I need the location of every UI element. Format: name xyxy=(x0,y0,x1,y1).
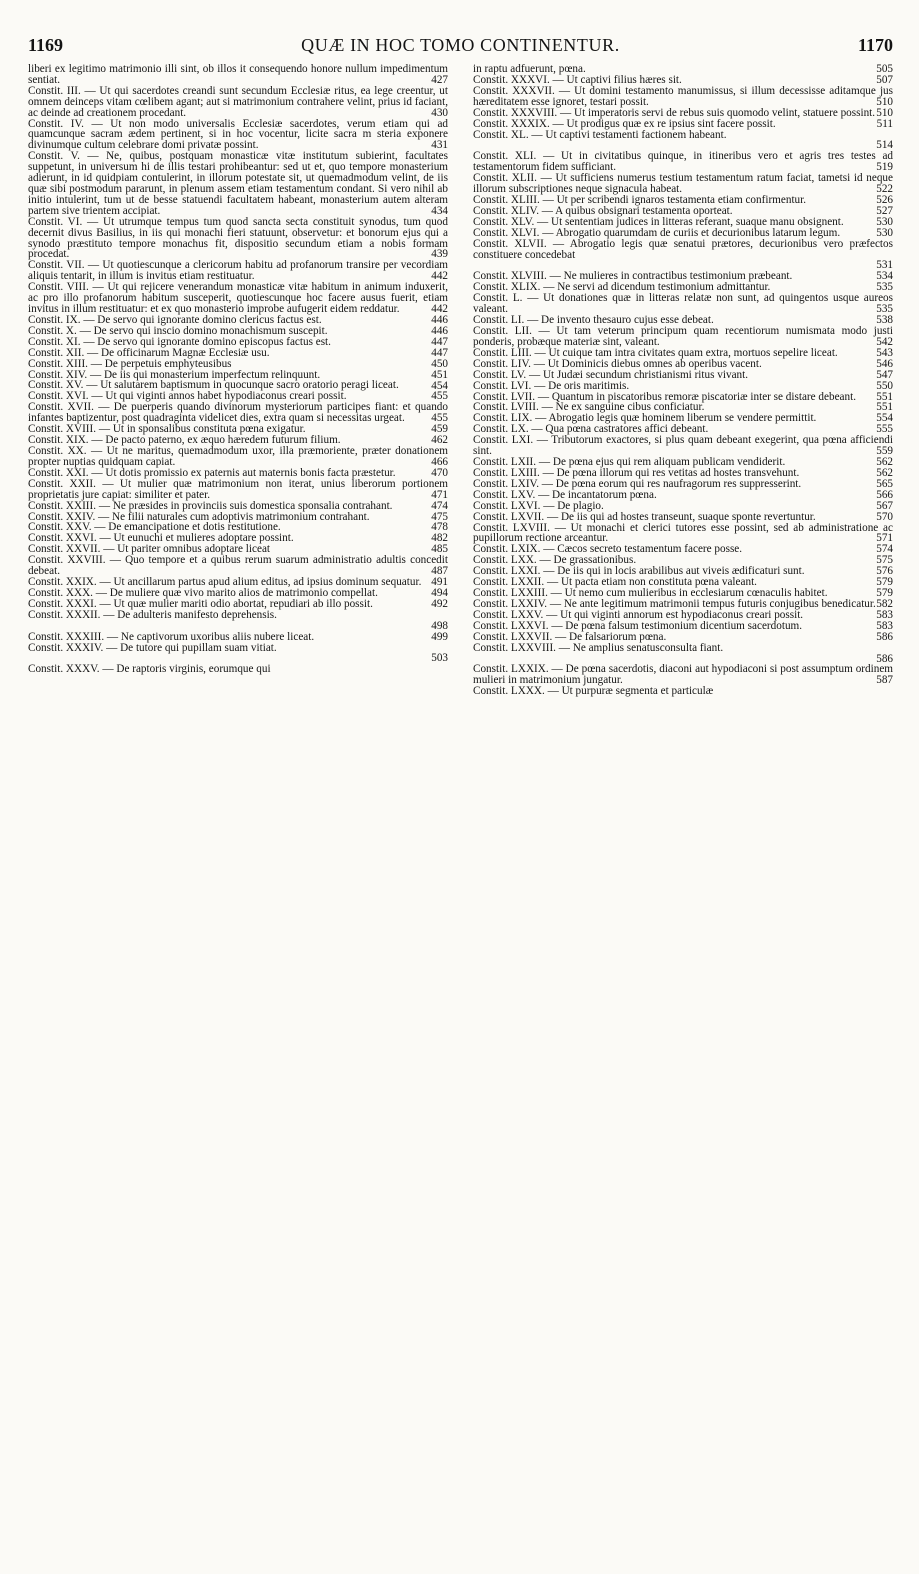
entry-text: Constit. LXIX. — Cæcos secreto testamentum facere posse. xyxy=(473,543,743,556)
entry-text: Constit. XIX. — De pacto paterno, ex æquo hæredem futurum filium. xyxy=(28,434,341,447)
entry-text: Constit. XXXI. — Ut quæ mulier mariti odio abortat, repudiari ab illo possit. xyxy=(28,597,373,610)
entry-page-number: 503 xyxy=(431,652,448,665)
toc-entry xyxy=(28,282,448,315)
entry-page-number: 547 xyxy=(876,368,893,381)
entry-page-number: 430 xyxy=(431,106,448,119)
entry-page-number: 510 xyxy=(876,106,893,119)
toc-entry xyxy=(473,501,893,512)
entry-text: Constit. XXXVI. — Ut captivi filius hæres sit. xyxy=(473,73,682,86)
left-column xyxy=(28,64,448,697)
entry-text: Constit. LXXVI. — De pœna falsum testimonium dicentium sacerdotum. xyxy=(473,619,803,632)
entry-page-number: 522 xyxy=(876,183,893,196)
toc-entry xyxy=(473,108,893,119)
toc-entry xyxy=(473,686,893,697)
entry-text: Constit. LVIII. — Ne ex sanguine cibus conficiatur. xyxy=(473,401,705,414)
entry-page-number: 478 xyxy=(431,521,448,534)
entry-text: Constit. XXXIII. — Ne captivorum uxoribus aliis nubere liceat. xyxy=(28,630,315,643)
toc-entry xyxy=(473,239,893,272)
entry-page-number: 526 xyxy=(876,194,893,206)
entry-text: Constit. LXIII. — De pœna illorum qui res vetitas ad hostes transvehunt. xyxy=(473,466,800,479)
entry-text: Constit. XIV. — De iis qui monasterium imperfectum relinquunt. xyxy=(28,368,321,381)
entry-text: Constit. VII. — Ut quotiescunque a clericorum habitu ad profanorum transire per vecordiam aliquis tentarit, in illum is invitus etiam restituatur. xyxy=(28,259,448,283)
entry-page-number: 454 xyxy=(431,379,448,392)
toc-entry xyxy=(28,151,448,216)
toc-entry xyxy=(28,479,448,501)
entry-page-number: 482 xyxy=(431,532,448,545)
entry-page-number: 527 xyxy=(876,204,893,217)
entry-page-number: 462 xyxy=(431,434,448,447)
entry-page-number: 559 xyxy=(876,445,893,458)
entry-text: Constit. LV. — Ut Judæi secundum christianismi ritus vivant. xyxy=(473,368,749,381)
entry-page-number: 507 xyxy=(876,73,893,86)
entry-page-number: 442 xyxy=(431,270,448,283)
entry-text: Constit. XVI. — Ut qui viginti annos habet hypodiaconus creari possit. xyxy=(28,390,347,403)
entry-text: Constit. LIX. — Abrogatio legis quæ hominem liberum se vendere permittit. xyxy=(473,412,817,425)
entry-text: Constit. XXVI. — Ut eunuchi et mulieres adoptare possint. xyxy=(28,532,294,545)
running-title: QUÆ IN HOC TOMO CONTINENTUR. xyxy=(301,35,620,55)
entry-page-number: 427 xyxy=(431,73,448,86)
entry-page-number: 570 xyxy=(876,510,893,523)
toc-entry xyxy=(28,501,448,512)
toc-entry xyxy=(473,293,893,315)
entry-page-number: 562 xyxy=(876,456,893,469)
entry-page-number: 575 xyxy=(876,554,893,567)
entry-page-number: 519 xyxy=(876,161,893,174)
entry-page-number: 446 xyxy=(431,313,448,326)
entry-text: Constit. XLVI. — Abrogatio quarumdam de curiis et decurionibus latarum legum. xyxy=(473,226,841,239)
entry-page-number: 466 xyxy=(431,455,448,468)
toc-entry xyxy=(28,610,448,632)
entry-page-number: 587 xyxy=(876,674,893,687)
entry-page-number: 510 xyxy=(876,95,893,108)
entry-page-number: 530 xyxy=(876,215,893,228)
entry-text: Constit. XI. — De servo qui ignorante domino episcopus factus est. xyxy=(28,335,331,348)
toc-entry xyxy=(28,643,448,665)
entry-text: Constit. LXXIII. — Ut nemo cum mulieribus in ecclesiarum cœnaculis habitet. xyxy=(473,587,828,600)
entry-text: Constit. LX. — Qua pœna castratores affici debeant. xyxy=(473,423,709,436)
entry-page-number: 442 xyxy=(431,303,448,316)
toc-entry xyxy=(473,151,893,173)
entry-page-number: 530 xyxy=(876,226,893,239)
entry-text: Constit. XL. — Ut captivi testamenti factionem habeant. xyxy=(473,128,727,141)
entry-page-number: 431 xyxy=(431,139,448,152)
entry-text: Constit. IV. — Ut non modo universalis Ecclesiæ sacerdotes, verum etiam qui ad quamcunque sacram ædem pertinent, si in hoc vocentur, licite sacra m steria exponere divinumque cultum celebrare domi privatæ possint. xyxy=(28,117,448,152)
entry-text: Constit. LXII. — De pœna ejus qui rem aliquam publicam vendiderit. xyxy=(473,456,786,469)
entry-page-number: 565 xyxy=(876,477,893,490)
entry-text: Constit. XIII. — De perpetuis emphyteusibus xyxy=(28,357,232,370)
entry-page-number: 566 xyxy=(876,488,893,501)
entry-page-number: 434 xyxy=(431,204,448,217)
toc-entry xyxy=(473,326,893,348)
entry-page-number: 451 xyxy=(431,368,448,381)
entry-page-number: 571 xyxy=(876,532,893,545)
toc-entry xyxy=(28,446,448,468)
entry-page-number: 494 xyxy=(431,586,448,599)
toc-entry xyxy=(473,381,893,392)
entry-page-number: 455 xyxy=(431,412,448,425)
toc-entry xyxy=(473,523,893,545)
entry-page-number: 538 xyxy=(876,314,893,327)
toc-entry xyxy=(473,119,893,130)
entry-text: Constit. XVII. — De puerperis quando divinorum mysteriorum participes fiant: et quando infantes baptizentur, post quadraginta videlicet dies, extra quam si necessitas urgeat. xyxy=(28,401,448,425)
entry-text: Constit. X. — De servo qui inscio domino monachismum suscepit. xyxy=(28,324,328,337)
entry-page-number: 582 xyxy=(876,598,893,610)
entry-page-number: 487 xyxy=(431,565,448,578)
entry-page-number: 447 xyxy=(431,335,448,348)
columns xyxy=(28,64,893,697)
toc-entry xyxy=(28,555,448,577)
entry-page-number: 562 xyxy=(876,466,893,479)
page-number-right: 1170 xyxy=(857,35,893,55)
entry-text: Constit. LXVIII. — Ut monachi et clerici tutores esse possint, sed ab administratione ac pupillorum rectione arceantur. xyxy=(473,521,893,545)
entry-page-number: 551 xyxy=(876,390,893,403)
entry-page-number: 485 xyxy=(431,543,448,556)
entry-text: Constit. LII. — Ut tam veterum principum quam recentiorum numismata modo justi ponderis, probæque materiæ sint, valeant. xyxy=(473,324,893,348)
entry-text: Constit. LXX. — De grassationibus. xyxy=(473,554,637,567)
entry-text: Constit. XXIII. — Ne præsides in provinciis suis domestica sponsalia contrahant. xyxy=(28,499,393,512)
entry-page-number: 475 xyxy=(431,510,448,523)
entry-page-number: 550 xyxy=(876,379,893,392)
entry-text: Constit. VIII. — Ut qui rejicere venerandum monasticæ vitæ habitum in animum induxerit, ac pro illo profanorum habitum susceperit, quotiescunque hoc facere ausus fuerit, etiam invitus in illum restituatur: et ex quo monasterio improbe aufugerit eidem reddatur. xyxy=(28,281,448,316)
entry-page-number: 542 xyxy=(876,335,893,348)
entry-text: Constit. LXI. — Tributorum exactores, si plus quam debeant exegerint, qua pœna afficiendi sint. xyxy=(473,434,893,458)
entry-page-number: 543 xyxy=(876,346,893,359)
entry-page-number: 535 xyxy=(876,281,893,294)
entry-text: Constit. LXVI. — De plagio. xyxy=(473,499,604,512)
right-column xyxy=(473,64,893,697)
toc-entry xyxy=(28,260,448,282)
entry-page-number: 579 xyxy=(876,587,893,600)
entry-text: Constit. XII. — De officinarum Magnæ Ecclesiæ usu. xyxy=(28,346,270,359)
entry-text: Constit. XX. — Ut ne maritus, quemadmodum uxor, illa præmoriente, præter donationem propter nuptias quidquam capiat. xyxy=(28,445,448,468)
entry-page-number: 531 xyxy=(876,259,893,272)
entry-page-number: 546 xyxy=(876,357,893,370)
entry-page-number: 567 xyxy=(876,499,893,512)
entry-text: Constit. LXXX. — Ut purpuræ segmenta et particulæ xyxy=(473,685,714,698)
entry-text: Constit. LXV. — De incantatorum pœna. xyxy=(473,488,657,501)
entry-page-number: 455 xyxy=(431,390,448,403)
page-header xyxy=(28,34,893,64)
entry-text: Constit. XLIII. — Ut per scribendi ignaros testamenta etiam confirmentur. xyxy=(473,193,807,206)
entry-text: Constit. LVI. — De oris maritimis. xyxy=(473,379,630,392)
entry-text: Constit. LXXVIII. — Ne amplius senatusconsulta fiant. xyxy=(473,641,724,654)
entry-text: Constit. LXXV. — Ut qui viginti annorum est hypodiaconus creari possit. xyxy=(473,608,804,621)
entry-text: Constit. XXI. — Ut dotis promissio ex paternis aut maternis bonis facta præstetur. xyxy=(28,466,396,479)
toc-entry xyxy=(28,348,448,359)
entry-page-number: 492 xyxy=(431,597,448,610)
page xyxy=(0,34,919,1574)
entry-page-number: 498 xyxy=(431,619,448,632)
entry-page-number: 551 xyxy=(876,401,893,414)
entry-text: Constit. L. — Ut donationes quæ in litteras relatæ non sunt, ad quingentos usque aureos valeant. xyxy=(473,292,893,316)
entry-page-number: 471 xyxy=(431,488,448,501)
entry-text: Constit. LXXI. — De iis qui in locis arabilibus aut viveis ædificaturi sunt. xyxy=(473,565,805,578)
entry-text: Constit. LIII. — Ut cuique tam intra civitates quam extra, mortuos sepelire liceat. xyxy=(473,346,838,359)
entry-text: Constit. XXIV. — Ne filii naturales cum adoptivis matrimonium contrahant. xyxy=(28,510,370,523)
entry-text: Constit. XXXIV. — De tutore qui pupillam suam vitiat. xyxy=(28,641,277,654)
entry-page-number: 499 xyxy=(431,630,448,643)
toc-entry xyxy=(28,359,448,370)
entry-page-number: 574 xyxy=(876,543,893,556)
entry-text: Constit. XXVII. — Ut pariter omnibus adoptare liceat xyxy=(28,543,271,556)
entry-page-number: 579 xyxy=(876,576,893,589)
entry-text: liberi ex legitimo matrimonio illi sint, ob illos it consequendo honore nullum impedimentum sentiat. xyxy=(28,63,448,86)
entry-page-number: 514 xyxy=(876,139,893,152)
entry-page-number: 447 xyxy=(431,346,448,359)
entry-text: Constit. XLVIII. — Ne mulieres in contractibus testimonium præbeant. xyxy=(473,270,793,283)
toc-entry xyxy=(473,643,893,665)
toc-entry xyxy=(28,402,448,424)
toc-entry xyxy=(28,632,448,643)
toc-entry xyxy=(28,64,448,86)
entry-page-number: 576 xyxy=(876,565,893,578)
entry-text: Constit. IX. — De servo qui ignorante domino clericus factus est. xyxy=(28,313,322,326)
entry-text: Constit. XXXVIII. — Ut imperatoris servi de rebus suis quomodo velint, statuere possint. xyxy=(473,106,876,119)
entry-text: Constit. XXXVII. — Ut domini testamento manumissus, si illum decessisse aditamque jus hæreditatem esse ignoret, testari possit. xyxy=(473,84,893,108)
entry-text: Constit. LIV. — Ut Dominicis diebus omnes ab operibus vacent. xyxy=(473,357,762,370)
page-number-left: 1169 xyxy=(28,35,64,55)
entry-text: Constit. VI. — Ut utrumque tempus tum quod sancta secta constituit synodus, tum quod decernit divus Basilius, in iis qui monachi fieri statuunt, observetur: et bonorum ejus qui a synodo præstituto tempore monachus fit, dispositio secundum etiam a nobis formam procedat. xyxy=(28,215,448,261)
toc-entry xyxy=(473,664,893,686)
entry-text: Constit. XLI. — Ut in civitatibus quinque, in itineribus vero et agris tres testes ad testamentorum fidem sufficiant. xyxy=(473,150,893,174)
toc-entry xyxy=(28,217,448,261)
entry-text: Constit. XXVIII. — Quo tempore et a quibus rerum suarum administratio adultis concedit debeat. xyxy=(28,554,448,578)
entry-text: Constit. XXX. — De muliere quæ vivo marito alios de matrimonio compellat. xyxy=(28,586,378,599)
entry-text: Constit. XLII. — Ut sufficiens numerus testium testamentum ratum faciat, tametsi id neque illorum subscriptiones neque signacula habeat. xyxy=(473,172,893,196)
entry-page-number: 470 xyxy=(431,466,448,479)
entry-text: Constit. LVII. — Quantum in piscatoribus remoræ piscatoriæ inter se distare debeant. xyxy=(473,390,856,403)
toc-entry xyxy=(473,173,893,195)
entry-page-number: 586 xyxy=(876,652,893,665)
toc-entry xyxy=(473,86,893,108)
entry-text: Constit. V. — Ne, quibus, postquam monasticæ vitæ institutum subierint, facultates suppetunt, in universum hi de illis testari prohibeantur: sed ut et, quo tempore monasterium adierunt, in id quidpiam contulerint, in illorum potestate sit, ut quemadmodum velint, de iis quæ sibi postmodum pararunt, in plenum assem etiam testamentum condant. Si vero nihil ab initio intulerint, tum ut de besse statuendi facultatem habeant, monasterium autem alteram partem sive trientem accipiat. xyxy=(28,150,448,217)
entry-page-number: 491 xyxy=(431,576,448,589)
entry-text: Constit. LXXIX. — De pœna sacerdotis, diaconi aut hypodiaconi si post assumptum ordinem mulieri in matrimonium jungatur. xyxy=(473,663,893,687)
entry-page-number: 555 xyxy=(876,423,893,436)
toc-entry xyxy=(473,370,893,381)
entry-page-number: 583 xyxy=(876,608,893,621)
entry-page-number: 583 xyxy=(876,619,893,632)
entry-page-number: 505 xyxy=(876,63,893,76)
entry-page-number: 535 xyxy=(876,303,893,316)
entry-page-number: 459 xyxy=(431,423,448,436)
entry-page-number: 439 xyxy=(431,248,448,261)
entry-text: Constit. XVIII. — Ut in sponsalibus constituta pœna exigatur. xyxy=(28,423,306,436)
entry-text: Constit. XXXV. — De raptoris virginis, eorumque qui xyxy=(28,663,271,676)
entry-page-number: 534 xyxy=(876,270,893,283)
toc-entry xyxy=(28,86,448,119)
entry-page-number: 586 xyxy=(876,630,893,643)
entry-text: Constit. XXXII. — De adulteris manifesto deprehensis. xyxy=(28,608,277,621)
entry-text: Constit. XLVII. — Abrogatio legis quæ senatui prætores, decurionibus vero præfectos constituere concedebat xyxy=(473,237,893,261)
entry-text: Constit. LXIV. — De pœna eorum qui res naufragorum res suppresserint. xyxy=(473,477,802,490)
entry-page-number: 446 xyxy=(431,324,448,337)
entry-text: Constit. XLV. — Ut sententiam judices in litteras referant, suaque manu obsignent. xyxy=(473,215,844,228)
entry-text: Constit. XLIV. — A quibus obsignari testamenta oporteat. xyxy=(473,204,733,217)
entry-text: Constit. XXIX. — Ut ancillarum partus apud alium editus, ad ipsius dominum sequatur. xyxy=(28,576,422,589)
toc-entry xyxy=(28,119,448,152)
entry-text: Constit. LXVII. — De iis qui ad hostes transeunt, suaque sponte revertuntur. xyxy=(473,510,816,523)
entry-text: Constit. XXII. — Ut mulier quæ matrimonium non iterat, unius liberorum portionem proprietatis jure capiat: similiter et pater. xyxy=(28,477,448,501)
entry-page-number: 450 xyxy=(431,357,448,370)
toc-entry xyxy=(473,512,893,523)
entry-text: Constit. LXXVII. — De falsariorum pœna. xyxy=(473,630,667,643)
entry-page-number: 511 xyxy=(876,117,893,130)
toc-entry xyxy=(473,130,893,152)
entry-page-number: 474 xyxy=(431,499,448,512)
entry-text: Constit. LXXIV. — Ne ante legitimum matrimonii tempus futuris conjugibus benedicatur. xyxy=(473,597,876,610)
entry-text: in raptu adfuerunt, pœna. xyxy=(473,63,586,75)
entry-text: Constit. LXXII. — Ut pacta etiam non constituta pœna valeant. xyxy=(473,576,757,589)
entry-text: Constit. XV. — Ut salutarem baptismum in quocunque sacro oratorio peragi liceat. xyxy=(28,379,399,392)
entry-text: Constit. XXXIX. — Ut prodigus quæ ex re ipsius sint facere possit. xyxy=(473,117,776,130)
toc-entry xyxy=(28,664,448,675)
entry-text: Constit. XLIX. — Ne servi ad dicendum testimonium admittantur. xyxy=(473,281,771,294)
entry-text: Constit. III. — Ut qui sacerdotes creandi sunt secundum Ecclesiæ ritus, ea lege creentur, ut omnem deinceps vitam cœlibem agant; aut si matrimonium contrahere velint, prius id faciant, ac deinde ad creationem procedant. xyxy=(28,84,448,119)
entry-page-number: 554 xyxy=(876,412,893,425)
entry-text: Constit. LI. — De invento thesauro cujus esse debeat. xyxy=(473,314,714,327)
entry-text: Constit. XXV. — De emancipatione et dotis restitutione. xyxy=(28,521,281,534)
toc-entry xyxy=(473,435,893,457)
